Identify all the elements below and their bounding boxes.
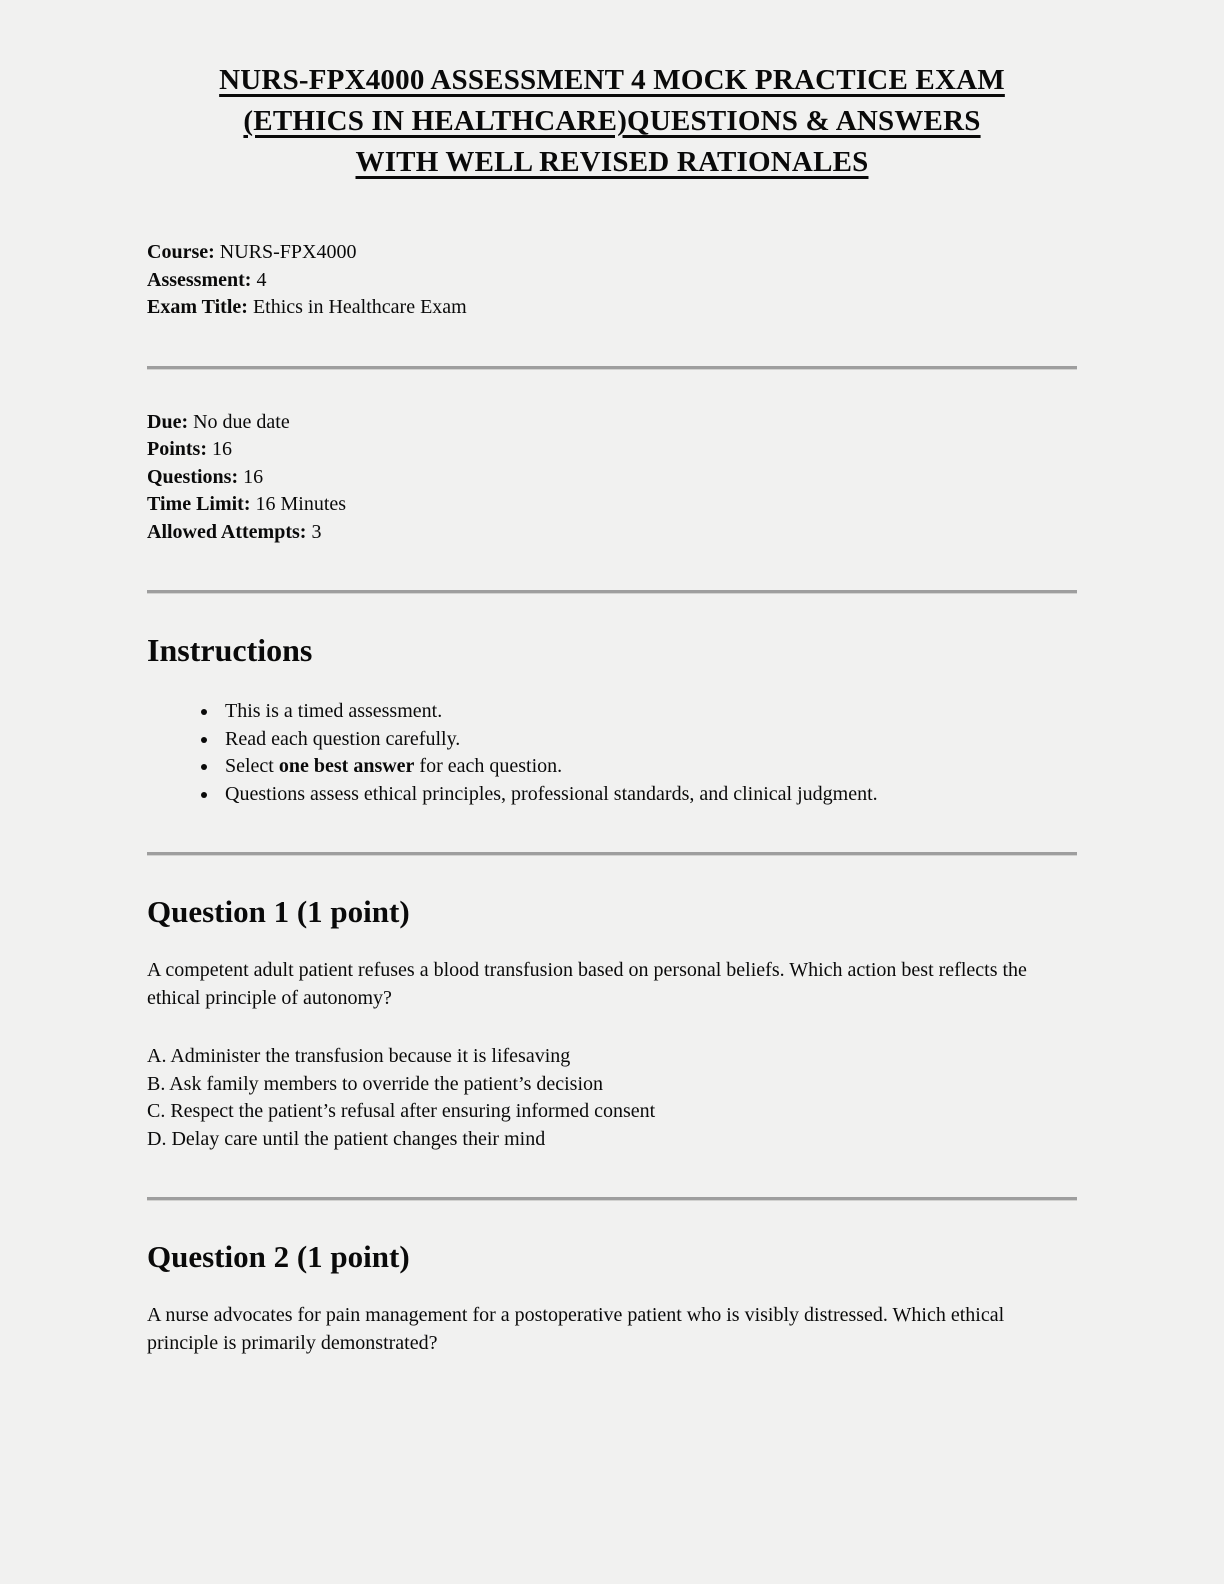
section-divider-3 (147, 852, 1077, 855)
assessment-value: 4 (256, 268, 267, 291)
question-1-option-d: D. Delay care until the patient changes their mind (147, 1127, 546, 1150)
course-info-block (147, 239, 1077, 322)
course-info-line (147, 239, 1077, 267)
instruction-item-4 (219, 781, 1077, 809)
question-1-text: A competent adult patient refuses a blood transfusion based on personal beliefs. Which action best reflects the ethical principle of autonomy? (147, 959, 1027, 1009)
document-title-line-2: (ETHICS IN HEALTHCARE)QUESTIONS & ANSWERS (243, 105, 981, 137)
instruction-bold-text: one best answer (278, 755, 415, 777)
due-value: No due date (193, 410, 290, 433)
time-limit-label: Time Limit: (147, 493, 251, 515)
document-title-line-3: WITH WELL REVISED RATIONALES (355, 146, 869, 178)
instruction-item-2 (219, 726, 1077, 754)
time-limit-value: 16 Minutes (255, 493, 347, 515)
instruction-text: Select (225, 755, 279, 777)
question-1-option-a: A. Administer the transfusion because it is lifesaving (147, 1045, 571, 1067)
document-page (147, 0, 1077, 1357)
section-divider-2 (147, 590, 1077, 593)
question-1-section (147, 895, 1077, 1153)
question-2-heading: Question 2 (1 point) (147, 1239, 410, 1274)
assessment-label: Assessment: (147, 268, 252, 291)
instruction-text-post: for each question. (414, 755, 563, 777)
question-1-heading: Question 1 (1 point) (147, 894, 410, 929)
due-info-line (147, 409, 1077, 437)
instruction-item-1 (219, 698, 1077, 726)
exam-meta-block (147, 409, 1077, 547)
points-info-line (147, 436, 1077, 464)
questions-label: Questions: (147, 465, 239, 488)
course-value: NURS-FPX4000 (219, 241, 357, 263)
exam-title-value: Ethics in Healthcare Exam (252, 296, 467, 318)
allowed-attempts-info-line (147, 519, 1077, 547)
instructions-list (147, 698, 1077, 808)
course-label: Course: (147, 241, 215, 263)
exam-title-label: Exam Title: (147, 296, 248, 318)
instructions-heading: Instructions (147, 632, 313, 668)
points-label: Points: (147, 438, 207, 460)
instruction-text: Read each question carefully. (225, 727, 461, 750)
points-value: 16 (212, 438, 232, 460)
question-2-text: A nurse advocates for pain management for a postoperative patient who is visibly distressed. Which ethical principle is primarily demonstrated? (147, 1304, 1005, 1354)
section-divider-1 (147, 366, 1077, 369)
allowed-attempts-label: Allowed Attempts: (147, 520, 307, 543)
question-1-option-c: C. Respect the patient’s refusal after ensuring informed consent (147, 1100, 656, 1122)
allowed-attempts-value: 3 (311, 520, 322, 543)
assessment-info-line (147, 267, 1077, 295)
instruction-text: This is a timed assessment. (225, 700, 443, 722)
exam-title-info-line (147, 294, 1077, 322)
question-1-options (147, 1043, 1077, 1153)
question-1-option-b: B. Ask family members to override the patient’s decision (147, 1072, 604, 1095)
time-limit-info-line (147, 491, 1077, 519)
due-label: Due: (147, 410, 189, 433)
questions-info-line (147, 464, 1077, 492)
document-title-line-1: NURS-FPX4000 ASSESSMENT 4 MOCK PRACTICE EXAM (219, 64, 1005, 96)
document-title (147, 60, 1077, 183)
questions-value: 16 (243, 465, 264, 488)
section-divider-4 (147, 1197, 1077, 1200)
question-2-section (147, 1240, 1077, 1357)
instruction-text: Questions assess ethical principles, professional standards, and clinical judgment. (225, 782, 878, 805)
instruction-item-3 (219, 753, 1077, 781)
